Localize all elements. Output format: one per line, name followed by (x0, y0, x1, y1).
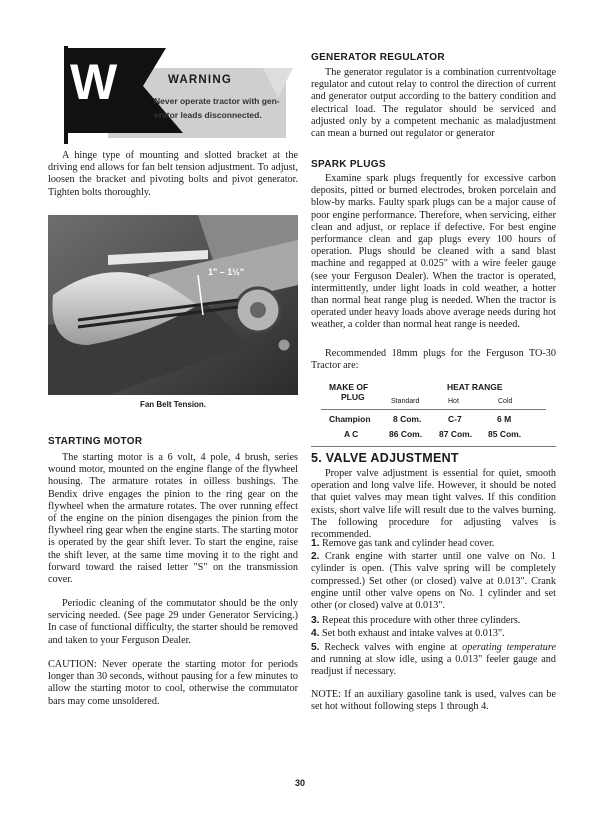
step-number: 2. (311, 551, 320, 563)
starting-motor-heading: STARTING MOTOR (48, 436, 143, 447)
step-number: 3. (311, 615, 320, 627)
table-header-rule (321, 409, 546, 410)
table-cell-standard: 8 Com. (393, 414, 422, 424)
table-cell-standard: 86 Com. (389, 429, 423, 439)
table-cell-hot: 87 Com. (439, 429, 473, 439)
table-cell-make: A C (344, 429, 359, 439)
fan-belt-deflection-marks: 1" – 1½" (208, 267, 245, 277)
table-row (311, 429, 556, 441)
valve-steps-list (311, 538, 556, 678)
table-cell-make: Champion (329, 414, 371, 424)
step-text: and running at slow idle, using a 0.013" feeler gauge and readjust if necessary. (311, 653, 556, 678)
page-number: 30 (294, 778, 305, 788)
warning-title: WARNING (168, 74, 232, 86)
table-cell-cold: 6 M (497, 414, 512, 424)
step-number: 5. (311, 641, 320, 653)
recommended-plugs-paragraph: Recommended 18mm plugs for the Ferguson TO-30 Tractor are: (311, 348, 556, 372)
list-item (311, 628, 556, 640)
generator-regulator-heading: GENERATOR REGULATOR (311, 52, 445, 63)
generator-mounting-paragraph: A hinge type of mounting and slotted bracket at the driving end allows for fan belt tension adjustment. To adjust, loosen the bracket and pivoting bolts and pivot generator. Tighten bolts thoroughly. (48, 150, 298, 198)
valve-adjustment-heading: 5. VALVE ADJUSTMENT (311, 451, 459, 465)
list-item (311, 551, 556, 612)
warning-banner (48, 38, 298, 148)
spark-plugs-paragraph: Examine spark plugs frequently for excessive carbon deposits, pitted or burned electrodes, broken porcelain and blow-by marks. Faulty spark plugs can be a major cause of poor engine performance. Therefore, when servicing, either clean and adjust, or replace if defective. For best engine performance clean and gap plugs every 100 hours of operation. Plugs should be cleaned with a sand blast machine and regapped at 0.025" with a wire feeler gauge (see your Ferguson Dealer). When the tractor is operated, intermittently, under light loads in cold weather, a hotter than normal heat range plug is needed. When the tractor is operated under heavy loads above average needs during hot weather, a colder than normal heat range is needed. (311, 173, 556, 331)
make-of-plug-header-2: PLUG (341, 392, 365, 402)
generator-regulator-paragraph: The generator regulator is a combination currentvoltage regulator and cutout relay to control the direction of current and generator output according to the battery condition and electrical load. The regulator should be serviced and adjusted only by a competent mechanic as maladjustment can mean a burned out regulator or generator (311, 67, 556, 140)
list-item (311, 538, 556, 550)
section-divider (311, 446, 556, 447)
figure-caption: Fan Belt Tension. (139, 400, 207, 409)
caution-paragraph: CAUTION: Never operate the starting motor for periods longer than 30 seconds, without pausing for a few minutes to allow the starting motor to cool, otherwise the commutator bars may come unsoldered. (48, 659, 298, 707)
list-item (311, 642, 556, 679)
valve-adjustment-paragraph: Proper valve adjustment is essential for quiet, smooth operation and long valve life. However, it should be noted that quiet valves may mean tight valves. If this condition exists, short valve life will result due to the valves burning. The following procedure for adjusting valves is recommended. (311, 468, 556, 541)
step-number: 4. (311, 628, 320, 640)
starting-motor-paragraph-2: Periodic cleaning of the commutator should be the only servicing needed. (See page 29 under Generator Servicing.) In case of functional difficulty, the starter should be removed and taken to your Ferguson Dealer. (48, 598, 298, 646)
table-cell-hot: C-7 (448, 414, 462, 424)
list-item (311, 615, 556, 627)
table-cell-cold: 85 Com. (488, 429, 522, 439)
warning-text-line-1: Never operate tractor with gen- (154, 96, 280, 106)
step-text: Set both exhaust and intake valves at 0.013". (322, 628, 505, 640)
heat-range-header: HEAT RANGE (447, 382, 503, 392)
table-row (311, 414, 556, 426)
step-text: Remove gas tank and cylinder head cover. (322, 538, 495, 549)
warning-letter: W (70, 54, 118, 110)
warning-text-line-2: erator leads disconnected. (154, 110, 262, 120)
cold-subheader: Cold (498, 398, 513, 405)
note-paragraph: NOTE: If an auxiliary gasoline tank is used, valves can be set hot without following steps 1 through 4. (311, 689, 556, 713)
fan-belt-photo-graphic (48, 215, 298, 395)
standard-subheader: Standard (391, 398, 420, 405)
starting-motor-paragraph-1: The starting motor is a 6 volt, 4 pole, 4 brush, series wound motor, mounted on the engine flange of the flywheel housing. The armature rotates in oilless bushings. The Bendix drive engages the pinion to the ring gear on the flywheel when the armature rotates. The over running effect of the engine on the pinion disengages the pinion from the flywheel ring gear when the engine starts. The starting motor is operated by the gear shift lever. To start the engine, raise the shift lever, at the same time moving it to the right and forward toward the raised letter "S" on the transmission cover. (48, 452, 298, 586)
make-of-plug-header-1: MAKE OF (329, 382, 369, 392)
spark-plug-table (311, 382, 556, 442)
step-text: Repeat this procedure with other three cylinders. (322, 615, 521, 627)
step-text-emphasis: operating temperature (462, 641, 557, 653)
step-text: Recheck valves with engine at (324, 641, 463, 653)
fan-belt-photo (48, 215, 298, 395)
hot-subheader: Hot (448, 398, 459, 405)
spark-plugs-heading: SPARK PLUGS (311, 159, 386, 170)
step-number: 1. (311, 538, 320, 549)
step-text: Crank engine with starter until one valve on No. 1 cylinder is open. (This valve spring will be completely compressed.) Set other (or closed) valve at 0.013". Crank engine until other valve opens on No. 1 cylinder and set other (or closed) valve at 0.013". (311, 551, 556, 612)
